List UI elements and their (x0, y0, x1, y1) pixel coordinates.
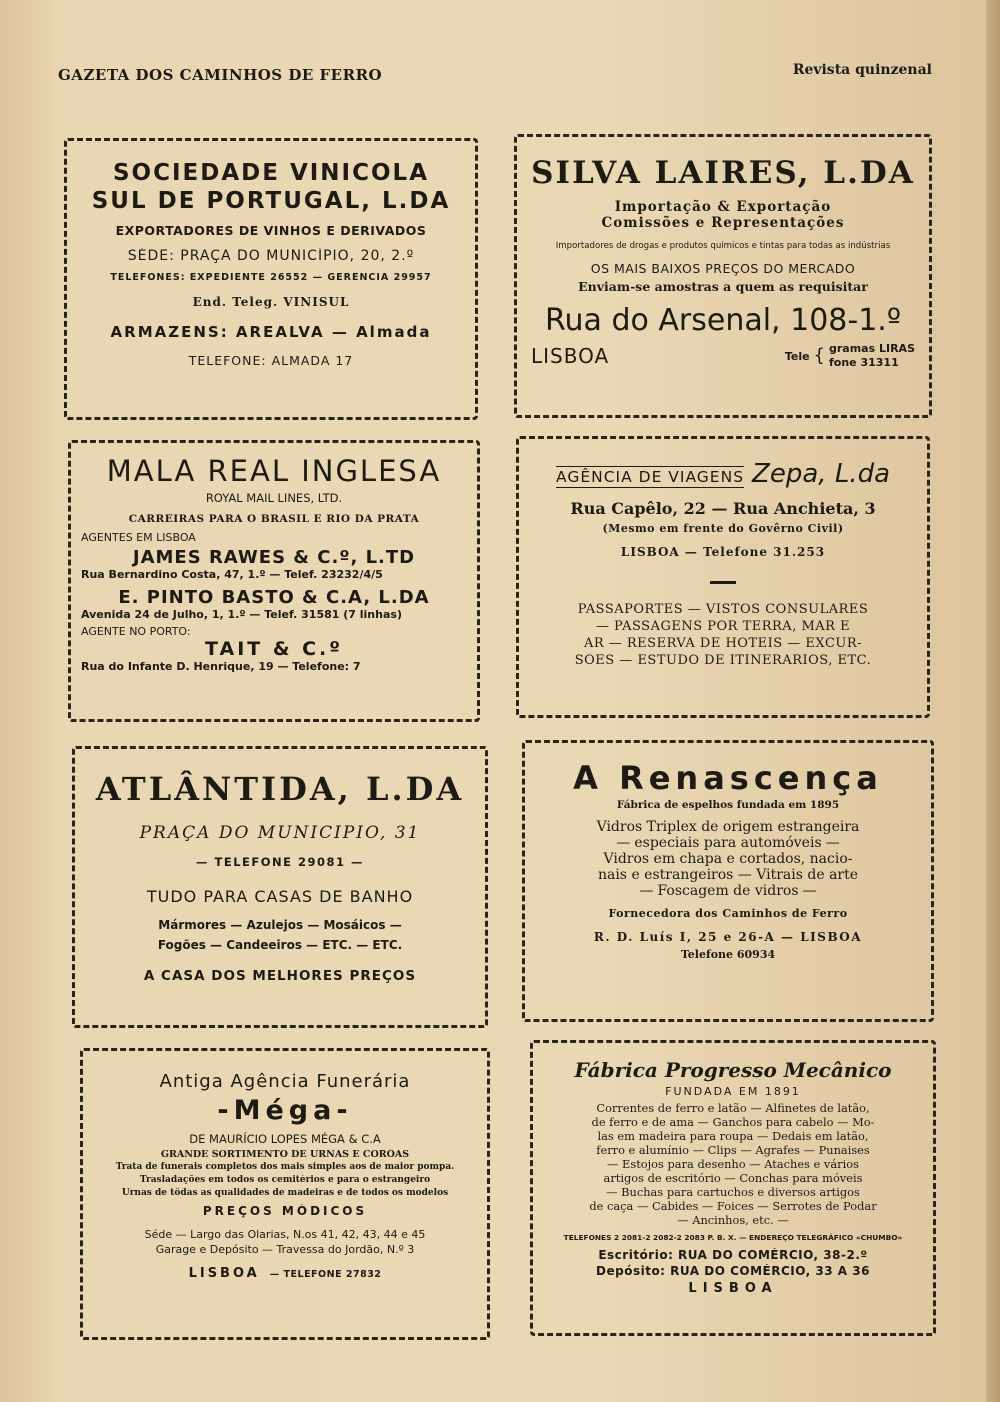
ad-text: Rua do Infante D. Henrique, 19 — Telefone: 7 (81, 660, 361, 673)
ad-text: TELEFONE: ALMADA 17 (188, 353, 354, 368)
ad-address: PRAÇA DO MUNICIPIO, 31 (139, 823, 421, 843)
ad-text: Vidros em chapa e cortados, nacio- (603, 851, 853, 867)
ad-text: DE MAURÍCIO LOPES MÉGA & C.A (189, 1132, 381, 1146)
ad-mega-funeraria (80, 1048, 490, 1340)
ad-agent: E. PINTO BASTO & C.A, L.DA (118, 587, 430, 608)
ad-text: AR — RESERVA DE HOTEIS — EXCUR- (583, 636, 863, 651)
ad-text: PASSAPORTES — VISTOS CONSULARES (577, 602, 869, 617)
ad-text: ROYAL MAIL LINES, LTD. (205, 491, 343, 505)
ad-progresso-mecanico (530, 1040, 936, 1336)
ad-text: Importação & Exportação (614, 199, 832, 215)
ad-text: — especiais para automóveis — (525, 835, 931, 851)
ad-text: LISBOA — Telefone 31.253 (620, 545, 826, 559)
ad-text: Correntes de ferro e latão — Alfinetes de latão, (596, 1101, 870, 1115)
ad-text: fone 31311 (829, 356, 899, 369)
ad-text: Fogões — Candeeiros — ETC. — ETC. (157, 938, 403, 952)
ad-text: las em madeira para roupa — Dedais em latão, (597, 1129, 869, 1143)
ad-text: — Buchas para cartuchos e diversos artigos (606, 1185, 860, 1199)
ad-text: SÉDE: PRAÇA DO MUNICÍPIO, 20, 2.º (127, 248, 415, 264)
ad-text: EXPORTADORES DE VINHOS E DERIVADOS (115, 223, 427, 238)
ad-text: AGÊNCIA DE VIAGENS (555, 468, 745, 486)
ad-text: artigos de escritório — Conchas para móveis (603, 1171, 863, 1185)
journal-title: GAZETA DOS CAMINHOS DE FERRO (58, 66, 383, 84)
ad-text: ARMAZENS: AREALVA — Almada (110, 323, 432, 341)
ad-title: SOCIEDADE VINICOLA (112, 160, 430, 186)
ad-text: Vidros Triplex de origem estrangeira (596, 819, 860, 835)
ad-text: Garage e Depósito — Travessa do Jordão, N.º 3 (155, 1243, 415, 1256)
ad-text: Avenida 24 de Julho, 1, 1.º — Telef. 31581 (7 linhas) (81, 608, 402, 621)
ad-city: LISBOA (531, 344, 610, 368)
ad-text: Fábrica de espelhos fundada em 1895 (616, 799, 840, 811)
ad-text: — TELEFONE 27832 (269, 1269, 382, 1280)
ad-text: gramas LIRAS (829, 342, 915, 355)
ad-text: de ferro e de ama — Ganchos para cabelo — Mo- (591, 1115, 875, 1129)
ad-text: A CASA DOS MELHORES PREÇOS (143, 968, 417, 984)
ad-text: Mármores — Azulejos — Mosáicos — (158, 918, 402, 932)
ad-title: Zepa, L.da (752, 459, 891, 489)
ad-address: Rua do Arsenal, 108-1.º (545, 303, 901, 338)
ad-text: Importadores de drogas e produtos químicos e tintas para todas as indústrias (555, 241, 891, 251)
ad-agent: JAMES RAWES & C.º, L.TD (132, 547, 416, 568)
ad-text: TELEFONES 2 2081-2 2082-2 2083 P. B. X. — ENDEREÇO TELEGRÁFICO «CHUMBO» (563, 1233, 903, 1242)
ad-text: End. Teleg. VINISUL (192, 295, 350, 309)
ad-text: Telefone 60934 (680, 948, 776, 961)
ad-city: LISBOA (688, 1281, 778, 1296)
ad-text: Tele (784, 349, 810, 363)
ad-zepa (516, 436, 930, 718)
ad-text: OS MAIS BAIXOS PREÇOS DO MERCADO (590, 261, 856, 276)
ad-text: Rua Bernardino Costa, 47, 1.º — Telef. 23232/4/5 (81, 568, 383, 581)
ad-text: Trasladações em todos os cemitérios e para o estrangeiro (139, 1175, 431, 1185)
ad-text: CARREIRAS PARA O BRASIL E RIO DA PRATA (128, 513, 420, 525)
ad-text: — PASSAGENS POR TERRA, MAR E (595, 619, 851, 634)
ad-title: SUL DE PORTUGAL, L.DA (91, 188, 451, 214)
ad-text: Urnas de tôdas as qualidades de madeiras e de todos os modelos (121, 1188, 449, 1198)
ad-text: Enviam-se amostras a quem as requisitar (578, 279, 868, 294)
ad-silva-laires: SILVA LAIRES, L.DA Importação & Exportação Comissões e Representações Importadores de drogas e produtos químicos e tintas para todas as indústrias OS MAIS BAIXOS PREÇOS DO MERCADO Enviam-se amostras a quem as requisitar Rua do Arsenal, 108-1.º LISBOA Tele { gramas LIRAS fone 31311 (514, 134, 932, 418)
ad-text: GRANDE SORTIMENTO DE URNAS E CORÔAS (160, 1149, 410, 1160)
ad-title: ATLÂNTIDA, L.DA (95, 770, 465, 808)
ad-text: — Foscagem de vidros — (525, 883, 931, 899)
ad-text: TUDO PARA CASAS DE BANHO (146, 887, 414, 906)
ad-renascenca (522, 740, 934, 1022)
ad-text: Comissões e Representações (601, 215, 845, 231)
ad-address: Rua Capêlo, 22 — Rua Anchieta, 3 (570, 499, 876, 518)
ad-text: de caça — Cabides — Foices — Serrotes de Podar (589, 1199, 877, 1213)
ad-text: (Mesmo em frente do Govêrno Civil) (602, 522, 844, 535)
ad-text: TELEFONES: EXPEDIENTE 26552 — GERÊNCIA 29957 (110, 272, 432, 283)
ad-title: SILVA LAIRES, L.DA (531, 155, 915, 191)
page-binding (986, 0, 1000, 1402)
ad-text: Séde — Largo das Olarias, N.os 41, 42, 43, 44 e 45 (144, 1228, 426, 1241)
ad-text: — TELEFONE 29081 — (195, 855, 364, 869)
ad-city: LISBOA (188, 1266, 260, 1281)
ad-title: Fábrica Progresso Mecânico (574, 1058, 892, 1082)
ad-text: — Ancinhos, etc. — (677, 1213, 789, 1227)
ad-atlantida (72, 746, 488, 1028)
ad-address: Escritório: RUA DO COMÉRCIO, 38-2.º (598, 1248, 868, 1262)
ad-address: Depósito: RUA DO COMÉRCIO, 33 A 36 (596, 1264, 870, 1278)
ad-mala-real-inglesa (68, 440, 480, 722)
ad-text: Antiga Agência Funerária (159, 1071, 411, 1092)
ad-sociedade-vinicola (64, 138, 478, 420)
ad-text: FUNDADA EM 1891 (665, 1085, 801, 1098)
ad-address: R. D. Luís I, 25 e 26-A — LISBOA (593, 930, 863, 944)
ad-text: nais e estrangeiros — Vitrais de arte (597, 867, 859, 883)
ad-agent: TAIT & C.º (205, 638, 343, 660)
ad-title: -Méga- (217, 1095, 353, 1126)
journal-subtitle: Revista quinzenal (792, 62, 932, 78)
ad-text: AGENTE NO PORTO: (81, 625, 191, 638)
ad-text: SÕES — ESTUDO DE ITINERARIOS, ETC. (574, 653, 872, 668)
ad-text: Fornecedora dos Caminhos de Ferro (608, 907, 848, 920)
divider (519, 569, 927, 588)
ad-text: Trata de funerais completos dos mais simples aos de maior pompa. (115, 1162, 455, 1172)
ad-text: ferro e alumínio — Clips — Agrafes — Punaises (596, 1143, 870, 1157)
ad-text: — Estojos para desenho — Ataches e vários (607, 1157, 859, 1171)
ad-text: PREÇOS MÓDICOS (202, 1204, 368, 1218)
ad-text: AGENTES EM LISBOA (81, 531, 196, 544)
ad-title: MALA REAL INGLESA (106, 454, 442, 488)
ad-title: A Renascença (573, 759, 883, 797)
